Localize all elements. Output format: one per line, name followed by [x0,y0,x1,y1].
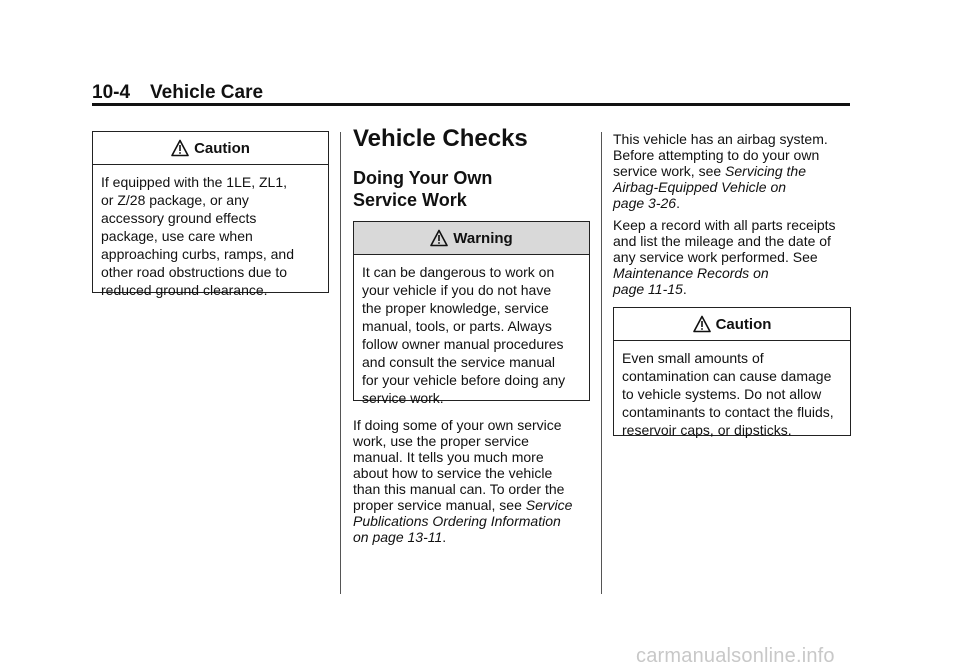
caution-header [614,308,850,341]
paragraph-line [613,265,858,281]
airbag-paragraph [613,131,858,211]
airbag-servicing-link[interactable]: Airbag-Equipped Vehicle on [613,179,787,195]
paragraph-line: and list the mileage and the date of [613,233,831,249]
records-paragraph [613,217,858,297]
warning-box [353,221,590,406]
paragraph-line: than this manual can. To order the [353,481,565,497]
section-title: Vehicle Care [150,82,264,103]
service-manual-paragraph [353,417,593,545]
caution-line: contamination can cause damage [622,368,832,384]
service-publications-link[interactable]: Publications Ordering Information [353,513,561,529]
paragraph-text: . [442,529,447,545]
caution-line: contaminants to contact the fluids, [622,404,834,420]
subsection-heading [353,167,553,211]
caution-line: accessory ground effects [101,210,257,226]
caution-box-right [613,307,851,436]
warning-triangle-icon [693,315,711,333]
caution-line: Even small amounts of [622,350,764,366]
warning-line: follow owner manual procedures [362,336,564,352]
airbag-servicing-link[interactable]: Servicing the [725,163,806,179]
paragraph-line: If doing some of your own service [353,417,562,433]
caution-box-left [92,131,329,298]
caution-line: reduced ground clearance. [101,282,268,298]
caution-line: approaching curbs, ramps, and [101,246,294,262]
caution-title: Caution [194,139,250,157]
service-publications-link[interactable]: on page 13-11 [353,529,443,545]
caution-body [614,341,850,445]
warning-line: the proper knowledge, service [362,300,549,316]
section-heading: Vehicle Checks [353,125,528,152]
paragraph-text: . [676,195,680,211]
paragraph-line: Before attempting to do your own [613,147,820,163]
airbag-servicing-link[interactable]: page 3-26 [613,195,677,211]
subheading-line: Service Work [353,190,467,210]
page-header [92,82,263,104]
warning-title: Warning [453,229,513,247]
paragraph-line: any service work performed. See [613,249,818,265]
caution-line: If equipped with the 1LE, ZL1, [101,174,288,190]
caution-line: other road obstructions due to [101,264,288,280]
paragraph-line: about how to service the vehicle [353,465,553,481]
paragraph-text: . [682,281,687,297]
maintenance-records-link[interactable]: page 11-15 [613,281,683,297]
maintenance-records-link[interactable]: Maintenance Records on [613,265,769,281]
service-publications-link[interactable]: Service [525,497,573,513]
paragraph-text: service work, see [613,163,726,179]
warning-header [354,222,589,255]
warning-triangle-icon [430,229,448,247]
warning-line: for your vehicle before doing any [362,372,566,388]
caution-line: package, use care when [101,228,253,244]
paragraph-line [613,195,858,211]
header-rule [92,103,850,106]
paragraph-line: This vehicle has an airbag system. [613,131,828,147]
column-divider-right [601,132,602,594]
warning-line: and consult the service manual [362,354,555,370]
watermark: carmanualsonline.info [636,645,835,667]
paragraph-line: Keep a record with all parts receipts [613,217,836,233]
warning-body [354,255,589,413]
warning-line: your vehicle if you do not have [362,282,552,298]
paragraph-line [353,497,593,513]
column-divider-left [340,132,341,594]
page-number: 10-4 [92,82,131,103]
subheading-line: Doing Your Own [353,168,493,188]
warning-line: service work. [362,390,444,406]
caution-header [93,132,328,165]
paragraph-line [613,163,858,179]
caution-body [93,165,328,305]
paragraph-line [613,179,858,195]
paragraph-line: work, use the proper service [353,433,529,449]
caution-line: reservoir caps, or dipsticks. [622,422,792,438]
warning-line: manual, tools, or parts. Always [362,318,552,334]
paragraph-line: manual. It tells you much more [353,449,544,465]
caution-line: or Z/28 package, or any [101,192,249,208]
caution-title: Caution [715,315,772,333]
paragraph-text: proper service manual, see [353,497,526,513]
paragraph-line [353,513,593,529]
warning-line: It can be dangerous to work on [362,264,555,280]
paragraph-line [353,529,593,545]
paragraph-line [613,281,858,297]
warning-triangle-icon [171,139,189,157]
caution-line: to vehicle systems. Do not allow [622,386,822,402]
